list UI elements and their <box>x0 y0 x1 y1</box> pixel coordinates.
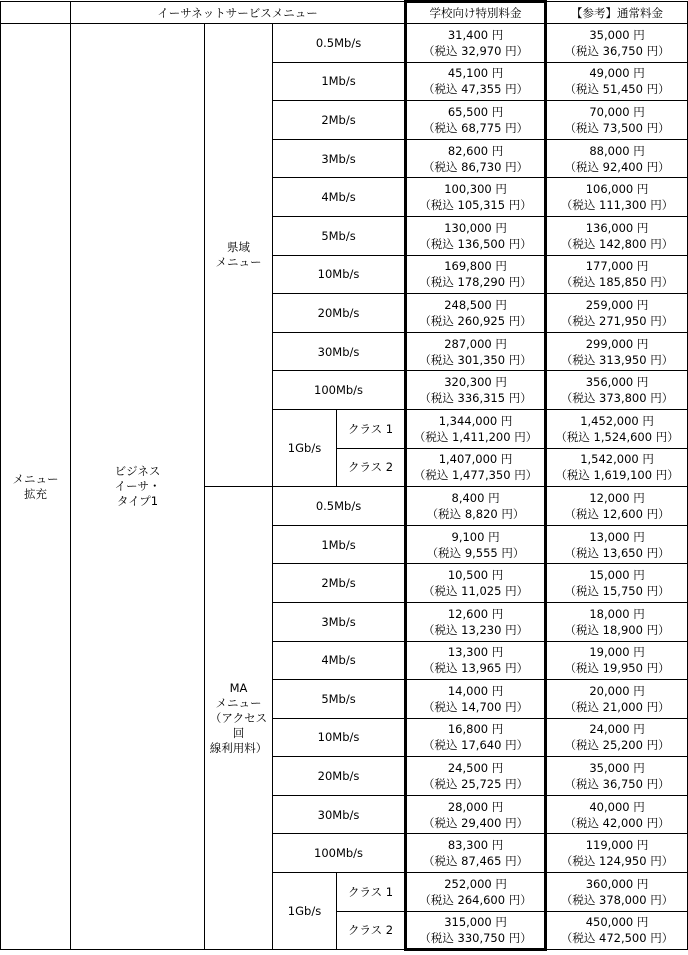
normal-price-cell-tax-included: （税込 124,950 円） <box>560 854 674 869</box>
normal-price-cell <box>546 101 688 140</box>
normal-price-cell-amount: 20,000 円 <box>589 683 645 698</box>
normal-price-cell <box>546 448 688 487</box>
special-price-cell <box>406 139 546 178</box>
category-cell-line: メニュー <box>12 471 59 486</box>
special-price-cell-tax-included: （税込 8,820 円） <box>426 506 525 521</box>
normal-price-cell-tax-included: （税込 12,600 円） <box>564 506 670 521</box>
special-price-cell-tax-included: （税込 260,925 円） <box>419 313 532 328</box>
special-price-cell <box>406 795 546 834</box>
menu-group-cell-line: 線利用料） <box>209 740 268 755</box>
normal-price-cell-tax-included: （税込 51,450 円） <box>564 82 670 97</box>
menu-group-cell-line: MA <box>229 680 248 695</box>
special-price-cell <box>406 409 546 448</box>
special-price-cell <box>406 24 546 63</box>
special-price-cell <box>406 757 546 796</box>
special-price-cell-tax-included: （税込 105,315 円） <box>419 198 532 213</box>
special-price-cell-tax-included: （税込 29,400 円） <box>423 815 529 830</box>
normal-price-cell-tax-included: （税込 271,950 円） <box>560 313 674 328</box>
speed-cell: 20Mb/s <box>273 294 406 333</box>
menu-group-cell-line: メニュー <box>215 695 262 710</box>
normal-price-cell-amount: 106,000 円 <box>585 182 649 197</box>
normal-price-cell <box>546 602 688 641</box>
special-price-cell-amount: 9,100 円 <box>451 529 500 544</box>
special-price-cell <box>406 62 546 101</box>
normal-price-cell <box>546 255 688 294</box>
speed-cell: 10Mb/s <box>273 718 406 757</box>
speed-cell: 0.5Mb/s <box>273 487 406 526</box>
normal-price-cell-amount: 356,000 円 <box>585 375 649 390</box>
special-price-cell-tax-included: （税込 17,640 円） <box>423 738 529 753</box>
speed-cell: 4Mb/s <box>273 641 406 680</box>
special-price-cell <box>406 525 546 564</box>
speed-cell: 3Mb/s <box>273 602 406 641</box>
special-price-cell-tax-included: （税込 32,970 円） <box>423 43 529 58</box>
special-price-cell-tax-included: （税込 11,025 円） <box>423 584 529 599</box>
special-price-cell-tax-included: （税込 136,500 円） <box>419 236 532 251</box>
special-price-cell <box>406 332 546 371</box>
normal-price-cell-amount: 15,000 円 <box>589 568 645 583</box>
normal-price-cell-amount: 70,000 円 <box>589 104 645 119</box>
normal-price-cell-amount: 35,000 円 <box>589 761 645 776</box>
special-price-cell-amount: 31,400 円 <box>447 27 504 42</box>
special-price-cell-tax-included: （税込 1,477,350 円） <box>413 468 538 483</box>
normal-price-cell-tax-included: （税込 73,500 円） <box>564 120 670 135</box>
header-blank-cell <box>1 2 71 24</box>
normal-price-cell-tax-included: （税込 313,950 円） <box>560 352 674 367</box>
special-price-cell-tax-included: （税込 178,290 円） <box>419 275 532 290</box>
special-price-cell <box>406 911 546 950</box>
normal-price-cell-amount: 1,542,000 円 <box>580 452 654 467</box>
special-price-cell <box>406 834 546 873</box>
normal-price-cell-tax-included: （税込 373,800 円） <box>560 391 674 406</box>
normal-price-cell <box>546 834 688 873</box>
normal-price-cell-amount: 136,000 円 <box>585 220 649 235</box>
menu-group-cell-line: 県域 <box>227 240 250 255</box>
header-row <box>1 2 688 24</box>
normal-price-cell-tax-included: （税込 13,650 円） <box>564 545 670 560</box>
special-price-cell-amount: 130,000 円 <box>444 220 507 235</box>
special-price-cell-tax-included: （税込 13,230 円） <box>423 622 529 637</box>
class-cell: クラス 2 <box>337 911 406 950</box>
menu-group-cell <box>205 24 273 487</box>
normal-price-cell-amount: 1,452,000 円 <box>580 413 654 428</box>
normal-price-cell-amount: 19,000 円 <box>589 645 645 660</box>
normal-price-cell <box>546 795 688 834</box>
special-price-cell-tax-included: （税込 1,411,200 円） <box>413 429 538 444</box>
normal-price-cell <box>546 139 688 178</box>
speed-cell: 5Mb/s <box>273 216 406 255</box>
speed-cell: 2Mb/s <box>273 564 406 603</box>
special-price-cell-tax-included: （税込 87,465 円） <box>423 854 529 869</box>
normal-price-cell-tax-included: （税込 92,400 円） <box>564 159 670 174</box>
special-price-cell <box>406 101 546 140</box>
normal-price-cell-tax-included: （税込 25,200 円） <box>564 738 670 753</box>
class-cell: クラス 1 <box>337 873 406 912</box>
special-price-cell-tax-included: （税込 301,350 円） <box>419 352 532 367</box>
special-price-cell-amount: 28,000 円 <box>447 799 504 814</box>
special-price-cell-amount: 82,600 円 <box>447 143 504 158</box>
service-cell-line: タイプ1 <box>116 494 159 509</box>
special-price-cell-amount: 12,600 円 <box>447 606 504 621</box>
normal-price-cell <box>546 911 688 950</box>
service-cell <box>71 24 205 950</box>
special-price-cell-amount: 16,800 円 <box>447 722 504 737</box>
normal-price-cell-tax-included: （税込 21,000 円） <box>564 699 670 714</box>
normal-price-cell-tax-included: （税込 18,900 円） <box>564 622 670 637</box>
special-price-cell-amount: 100,300 円 <box>444 182 507 197</box>
menu-group-cell <box>205 487 273 950</box>
special-price-cell-amount: 83,300 円 <box>447 838 504 853</box>
speed-cell: 1Gb/s <box>273 409 337 486</box>
special-price-cell <box>406 448 546 487</box>
speed-cell: 1Mb/s <box>273 525 406 564</box>
speed-cell: 20Mb/s <box>273 757 406 796</box>
speed-cell: 10Mb/s <box>273 255 406 294</box>
normal-price-cell-amount: 40,000 円 <box>589 799 645 814</box>
normal-price-cell <box>546 216 688 255</box>
normal-price-cell <box>546 371 688 410</box>
normal-price-cell-amount: 450,000 円 <box>585 915 649 930</box>
normal-price-cell <box>546 680 688 719</box>
special-price-cell <box>406 641 546 680</box>
special-price-cell-amount: 248,500 円 <box>444 297 507 312</box>
speed-cell: 30Mb/s <box>273 795 406 834</box>
normal-price-cell-amount: 18,000 円 <box>589 606 645 621</box>
speed-cell: 30Mb/s <box>273 332 406 371</box>
special-price-cell <box>406 680 546 719</box>
special-price-cell-tax-included: （税込 330,750 円） <box>419 930 532 945</box>
header-special-price: 学校向け特別料金 <box>406 2 546 24</box>
speed-cell: 100Mb/s <box>273 371 406 410</box>
normal-price-cell-tax-included: （税込 15,750 円） <box>564 584 670 599</box>
normal-price-cell <box>546 24 688 63</box>
normal-price-cell-amount: 13,000 円 <box>589 529 645 544</box>
normal-price-cell-amount: 24,000 円 <box>589 722 645 737</box>
speed-cell: 1Mb/s <box>273 62 406 101</box>
normal-price-cell <box>546 332 688 371</box>
special-price-cell-tax-included: （税込 264,600 円） <box>419 892 532 907</box>
normal-price-cell-tax-included: （税込 1,524,600 円） <box>555 429 679 444</box>
special-price-cell-tax-included: （税込 25,725 円） <box>423 777 529 792</box>
normal-price-cell <box>546 62 688 101</box>
menu-group-cell-line: （アクセス回 <box>209 710 268 740</box>
normal-price-cell <box>546 178 688 217</box>
special-price-cell-amount: 13,300 円 <box>447 645 504 660</box>
normal-price-cell-amount: 88,000 円 <box>589 143 645 158</box>
normal-price-cell-amount: 12,000 円 <box>589 490 645 505</box>
price-row <box>1 24 688 63</box>
speed-cell: 100Mb/s <box>273 834 406 873</box>
price-table-body <box>1 2 688 950</box>
special-price-cell-tax-included: （税込 86,730 円） <box>423 159 529 174</box>
special-price-cell-amount: 315,000 円 <box>444 914 507 929</box>
speed-cell: 5Mb/s <box>273 680 406 719</box>
normal-price-cell-tax-included: （税込 378,000 円） <box>560 892 674 907</box>
special-price-cell <box>406 178 546 217</box>
special-price-cell-amount: 320,300 円 <box>444 375 507 390</box>
special-price-cell-tax-included: （税込 68,775 円） <box>423 120 529 135</box>
normal-price-cell <box>546 487 688 526</box>
special-price-cell-amount: 65,500 円 <box>447 104 504 119</box>
speed-cell: 1Gb/s <box>273 873 337 950</box>
special-price-cell-tax-included: （税込 13,965 円） <box>423 661 529 676</box>
special-price-cell-amount: 1,344,000 円 <box>438 413 513 428</box>
normal-price-cell-tax-included: （税込 142,800 円） <box>560 236 674 251</box>
special-price-cell <box>406 602 546 641</box>
normal-price-cell <box>546 564 688 603</box>
speed-cell: 4Mb/s <box>273 178 406 217</box>
special-price-cell <box>406 873 546 912</box>
special-price-cell <box>406 564 546 603</box>
normal-price-cell-amount: 360,000 円 <box>585 876 649 891</box>
special-price-cell-amount: 14,000 円 <box>447 683 504 698</box>
normal-price-cell-tax-included: （税込 36,750 円） <box>564 43 670 58</box>
normal-price-cell <box>546 641 688 680</box>
normal-price-cell-amount: 299,000 円 <box>585 336 649 351</box>
category-cell <box>1 24 71 950</box>
special-price-cell-amount: 169,800 円 <box>444 259 507 274</box>
normal-price-cell <box>546 409 688 448</box>
special-price-cell-tax-included: （税込 14,700 円） <box>423 699 529 714</box>
special-price-cell <box>406 371 546 410</box>
normal-price-cell <box>546 525 688 564</box>
normal-price-cell-amount: 35,000 円 <box>589 27 645 42</box>
normal-price-cell-tax-included: （税込 19,950 円） <box>564 661 670 676</box>
special-price-cell-amount: 252,000 円 <box>444 876 507 891</box>
normal-price-cell-amount: 119,000 円 <box>585 838 649 853</box>
special-price-cell-tax-included: （税込 336,315 円） <box>419 391 532 406</box>
normal-price-cell-tax-included: （税込 42,000 円） <box>564 815 670 830</box>
menu-group-cell-line: メニュー <box>215 255 262 270</box>
normal-price-cell-tax-included: （税込 36,750 円） <box>564 777 670 792</box>
speed-cell: 3Mb/s <box>273 139 406 178</box>
normal-price-cell-tax-included: （税込 472,500 円） <box>560 931 674 946</box>
special-price-cell <box>406 216 546 255</box>
normal-price-cell-tax-included: （税込 185,850 円） <box>560 275 674 290</box>
normal-price-cell <box>546 718 688 757</box>
special-price-cell-tax-included: （税込 9,555 円） <box>426 545 525 560</box>
normal-price-cell-amount: 49,000 円 <box>589 66 645 81</box>
speed-cell: 0.5Mb/s <box>273 24 406 63</box>
special-price-cell-tax-included: （税込 47,355 円） <box>423 82 529 97</box>
category-cell-line: 拡充 <box>24 486 47 501</box>
class-cell: クラス 2 <box>337 448 406 487</box>
service-cell-line: ビジネス <box>114 464 161 479</box>
class-cell: クラス 1 <box>337 409 406 448</box>
normal-price-cell <box>546 757 688 796</box>
header-menu: イーサネットサービスメニュー <box>71 2 406 24</box>
normal-price-cell-tax-included: （税込 111,300 円） <box>560 198 674 213</box>
special-price-cell-amount: 24,500 円 <box>447 761 504 776</box>
normal-price-cell-tax-included: （税込 1,619,100 円） <box>555 468 679 483</box>
normal-price-cell <box>546 294 688 333</box>
special-price-cell-amount: 1,407,000 円 <box>438 452 513 467</box>
special-price-cell <box>406 294 546 333</box>
special-price-cell <box>406 487 546 526</box>
special-price-cell <box>406 718 546 757</box>
normal-price-cell <box>546 873 688 912</box>
speed-cell: 2Mb/s <box>273 101 406 140</box>
special-price-cell-amount: 287,000 円 <box>444 336 507 351</box>
header-normal-price: 【参考】通常料金 <box>546 2 688 24</box>
service-cell-line: イーサ・ <box>114 479 161 494</box>
special-price-cell-amount: 8,400 円 <box>451 490 500 505</box>
special-price-cell <box>406 255 546 294</box>
special-price-cell-amount: 10,500 円 <box>447 568 504 583</box>
special-price-cell-amount: 45,100 円 <box>447 66 504 81</box>
normal-price-cell-amount: 259,000 円 <box>585 297 649 312</box>
normal-price-cell-amount: 177,000 円 <box>585 259 649 274</box>
